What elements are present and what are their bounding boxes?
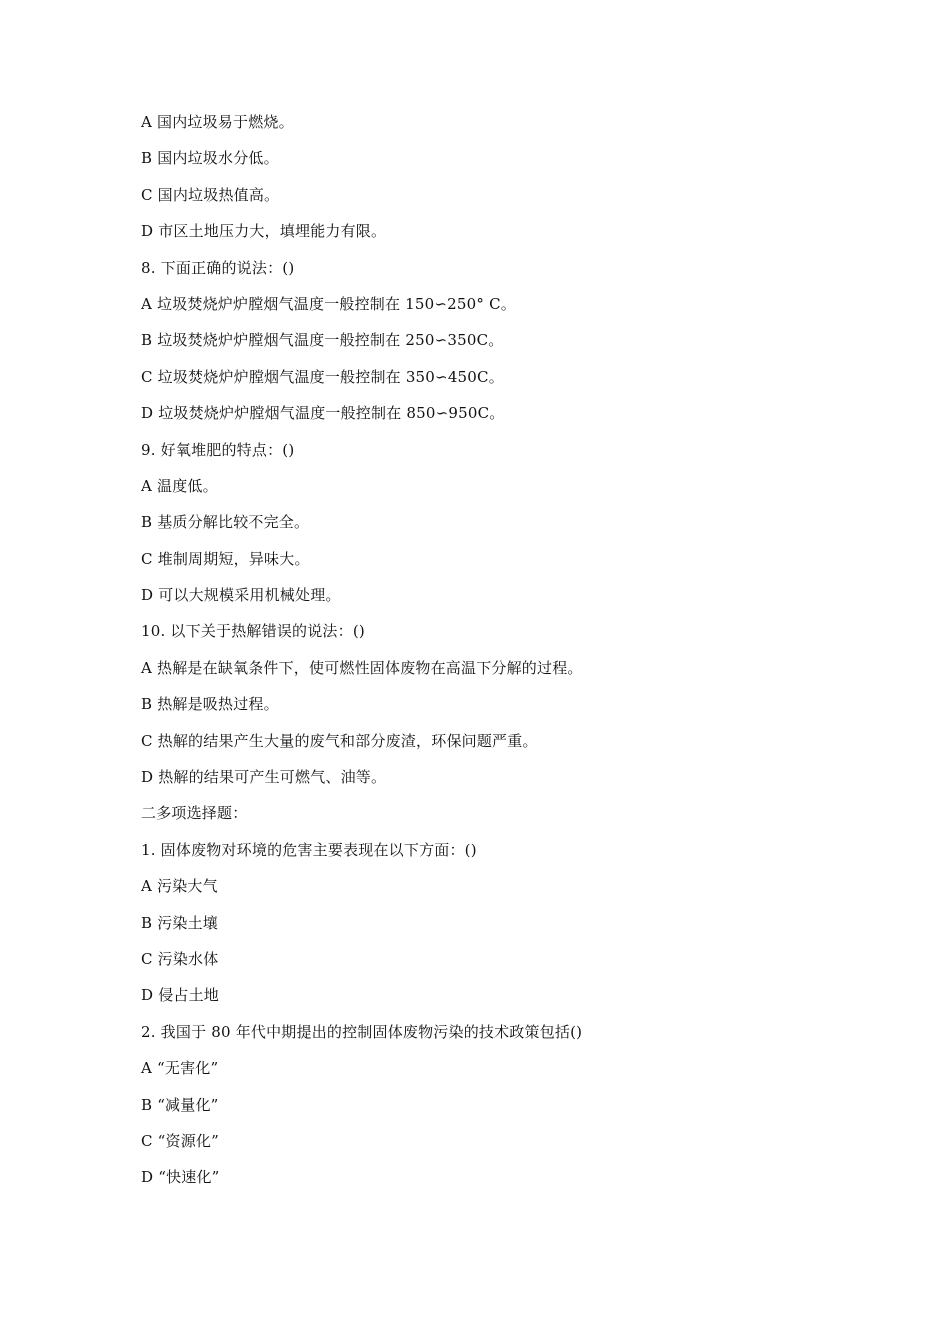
option-line: D 可以大规模采用机械处理。	[141, 586, 341, 605]
section-heading: 二多项选择题：	[141, 804, 248, 823]
option-line: C 垃圾焚烧炉炉膛烟气温度一般控制在 350∽450C。	[141, 367, 504, 386]
option-line: C 国内垃圾热值高。	[141, 185, 280, 204]
question-line: 10. 以下关于热解错误的说法：()	[141, 622, 365, 641]
question-line: 1. 固体废物对环境的危害主要表现在以下方面：()	[141, 840, 477, 859]
option-line: B 基质分解比较不完全。	[141, 513, 310, 532]
option-line: B 垃圾焚烧炉炉膛烟气温度一般控制在 250∽350C。	[141, 331, 504, 350]
option-line: D “快速化”	[141, 1168, 220, 1187]
option-line: D 市区土地压力大，填埋能力有限。	[141, 222, 387, 241]
option-line: D 侵占土地	[141, 986, 219, 1005]
question-line: 9. 好氧堆肥的特点：()	[141, 440, 295, 459]
option-line: C 热解的结果产生大量的废气和部分废渣，环保问题严重。	[141, 731, 538, 750]
option-line: A 污染大气	[141, 877, 218, 896]
option-line: A 垃圾焚烧炉炉膛烟气温度一般控制在 150∽250° C。	[141, 294, 516, 313]
option-line: B 国内垃圾水分低。	[141, 149, 279, 168]
question-line: 8. 下面正确的说法：()	[141, 258, 295, 277]
option-line: C 污染水体	[141, 949, 219, 968]
option-line: C 堆制周期短，异味大。	[141, 549, 310, 568]
option-line: D 热解的结果可产生可燃气、油等。	[141, 768, 387, 787]
option-line: A 温度低。	[141, 476, 218, 495]
option-line: C “资源化”	[141, 1131, 219, 1150]
option-line: B “减量化”	[141, 1095, 219, 1114]
option-line: A 热解是在缺氧条件下，使可燃性固体废物在高温下分解的过程。	[141, 658, 583, 677]
option-line: B 污染土壤	[141, 913, 218, 932]
option-line: A 国内垃圾易于燃烧。	[141, 113, 294, 131]
option-line: D 垃圾焚烧炉炉膛烟气温度一般控制在 850∽950C。	[141, 404, 505, 423]
option-line: A “无害化”	[141, 1059, 219, 1078]
question-line: 2. 我国于 80 年代中期提出的控制固体废物污染的技术政策包括()	[141, 1022, 583, 1041]
option-line: B 热解是吸热过程。	[141, 695, 279, 714]
document-body	[141, 110, 861, 1202]
